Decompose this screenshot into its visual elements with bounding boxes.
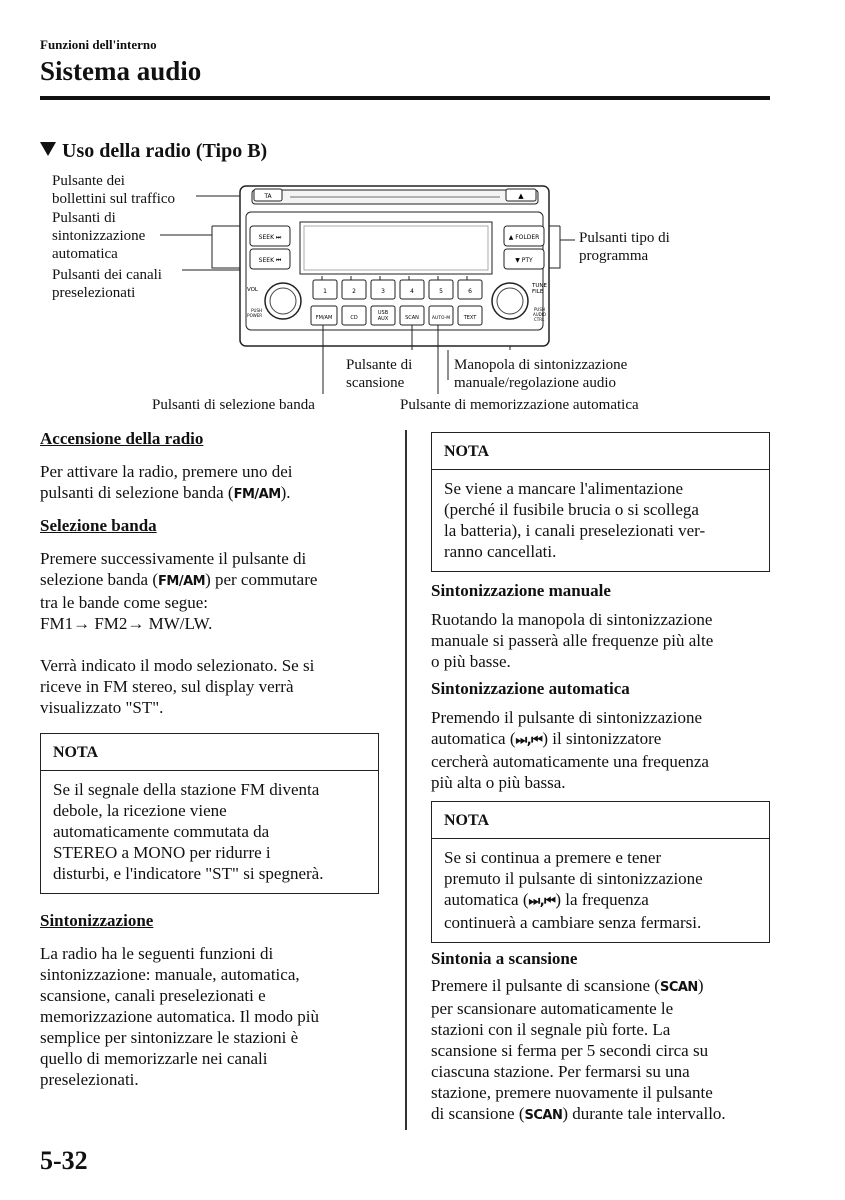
callout-automem: Pulsante di memorizzazione automatica bbox=[400, 397, 639, 413]
svg-text:6: 6 bbox=[468, 288, 472, 295]
callout-scan: Pulsante di scansione bbox=[346, 357, 413, 391]
callout-traffic: Pulsante dei bollettini sul traffico bbox=[52, 173, 176, 207]
svg-text:1: 1 bbox=[323, 288, 327, 295]
nota-heading: NOTA bbox=[432, 433, 769, 470]
page-title: Sistema audio bbox=[40, 56, 202, 86]
seek-symbols-icon: ⏭,⏮ bbox=[515, 733, 543, 748]
para-manuale: Ruotando la manopola di sintonizzazione manuale si passerà alle frequenze più alte o più basse. bbox=[431, 610, 714, 671]
heading-selezione-banda: Selezione banda bbox=[40, 516, 157, 535]
heading-automatica: Sintonizzazione automatica bbox=[431, 679, 630, 698]
para-accensione: Per attivare la radio, premere uno dei pulsanti di selezione banda (FM/AM). bbox=[40, 462, 293, 502]
svg-text:3: 3 bbox=[381, 288, 385, 295]
svg-text:POWER: POWER bbox=[247, 313, 262, 318]
svg-text:USB: USB bbox=[377, 310, 389, 316]
svg-text:FILE: FILE bbox=[532, 289, 544, 295]
scan-symbol: SCAN bbox=[524, 1108, 563, 1123]
svg-text:▼ PTY: ▼ PTY bbox=[515, 257, 533, 264]
svg-text:4: 4 bbox=[410, 288, 414, 295]
page-number: 5-32 bbox=[40, 1146, 88, 1175]
nota-box-alimentazione bbox=[431, 432, 770, 572]
svg-text:VOL: VOL bbox=[246, 287, 258, 293]
svg-text:TA: TA bbox=[264, 193, 272, 200]
callout-knob: Manopola di sintonizzazione manuale/regolazione audio bbox=[454, 357, 628, 391]
svg-text:▲: ▲ bbox=[518, 192, 524, 200]
callout-seek: Pulsanti di sintonizzazione automatica bbox=[52, 210, 146, 262]
svg-text:SCAN: SCAN bbox=[405, 315, 419, 321]
svg-text:AUDIO: AUDIO bbox=[533, 312, 547, 317]
svg-text:PUSH: PUSH bbox=[251, 308, 262, 313]
para-selezione-banda: Premere successivamente il pulsante di selezione banda (FM/AM) per commutare tra le bande come segue: FM1→ FM2→ MW/LW. bbox=[40, 549, 318, 633]
right-column-lower bbox=[431, 948, 776, 1126]
svg-text:TEXT: TEXT bbox=[463, 315, 477, 321]
nota-heading: NOTA bbox=[432, 802, 769, 839]
left-column-lower bbox=[40, 910, 380, 1090]
svg-text:PUSH: PUSH bbox=[534, 307, 545, 312]
svg-text:2: 2 bbox=[352, 288, 356, 295]
chapter-title: Funzioni dell'interno bbox=[40, 37, 157, 52]
callout-presets: Pulsanti dei canali preselezionati bbox=[52, 267, 162, 301]
para-automatica: Premendo il pulsante di sintonizzazione automatica (⏭,⏮) il sintonizzatore cercherà automaticamente una frequenza più alta o più bassa. bbox=[431, 708, 709, 792]
seek-symbols-icon: ⏭,⏮ bbox=[528, 894, 556, 909]
heading-manuale: Sintonizzazione manuale bbox=[431, 581, 611, 600]
fmam-symbol: FM/AM bbox=[158, 574, 206, 589]
callout-pty: Pulsanti tipo di programma bbox=[579, 230, 670, 264]
column-divider bbox=[405, 430, 407, 1130]
svg-text:CD: CD bbox=[350, 315, 358, 321]
heading-scansione: Sintonia a scansione bbox=[431, 949, 578, 968]
callout-band: Pulsanti di selezione banda bbox=[152, 397, 315, 413]
svg-text:TUNE: TUNE bbox=[532, 283, 547, 289]
fmam-symbol: FM/AM bbox=[233, 487, 281, 502]
scan-symbol: SCAN bbox=[659, 980, 698, 995]
para-scansione: Premere il pulsante di scansione (SCAN) per scansionare automaticamente le stazioni con il segnale più forte. La scansione si ferma per 5 secondi circa su ciascuna stazione. Per fermarsi su una stazione, premere nuovamente il pulsante di scansione (SCAN) durante tale intervallo. bbox=[431, 976, 726, 1123]
nota-body: Se si continua a premere e tener premuto il pulsante di sintonizzazione automatica (⏭,⏮) la frequenza continuerà a cambiare senza fermarsi. bbox=[444, 848, 703, 932]
svg-text:AUTO-M: AUTO-M bbox=[431, 316, 451, 321]
section-heading: Uso della radio (Tipo B) bbox=[40, 140, 267, 163]
right-column bbox=[431, 580, 771, 793]
svg-text:SEEK ⏭: SEEK ⏭ bbox=[258, 234, 282, 241]
para-sintonizzazione: La radio ha le seguenti funzioni di sintonizzazione: manuale, automatica, scansione, canali preselezionati e memorizzazione automatica. Il modo più semplice per sintonizzare le stazioni è quello di memorizzarle nei canali preselezionati. bbox=[40, 944, 319, 1089]
radio-diagram bbox=[0, 0, 845, 420]
nota-body: Se viene a mancare l'alimentazione (perché il fusibile brucia o si scollega la batteria), i canali preselezionati ver- ranno cancellati. bbox=[444, 479, 706, 561]
left-column bbox=[40, 428, 380, 718]
svg-text:FM/AM: FM/AM bbox=[315, 315, 333, 321]
heading-sintonizzazione: Sintonizzazione bbox=[40, 911, 154, 930]
nota-body: Se il segnale della stazione FM diventa debole, la ricezione viene automaticamente commutata da STEREO a MONO per ridurre i disturbi, e l'indicatore "ST" si spegnerà. bbox=[53, 780, 324, 883]
svg-text:CTRL: CTRL bbox=[534, 317, 545, 322]
nota-box-seek bbox=[431, 801, 770, 943]
svg-text:AUX: AUX bbox=[377, 316, 389, 322]
svg-text:▲ FOLDER: ▲ FOLDER bbox=[508, 234, 540, 241]
nota-box-fm bbox=[40, 733, 379, 894]
svg-text:5: 5 bbox=[439, 288, 443, 295]
heading-accensione: Accensione della radio bbox=[40, 429, 204, 448]
nota-heading: NOTA bbox=[41, 734, 378, 771]
para-modo: Verrà indicato il modo selezionato. Se si riceve in FM stereo, sul display verrà visualizzato "ST". bbox=[40, 656, 315, 717]
svg-text:SEEK ⏮: SEEK ⏮ bbox=[258, 257, 282, 264]
